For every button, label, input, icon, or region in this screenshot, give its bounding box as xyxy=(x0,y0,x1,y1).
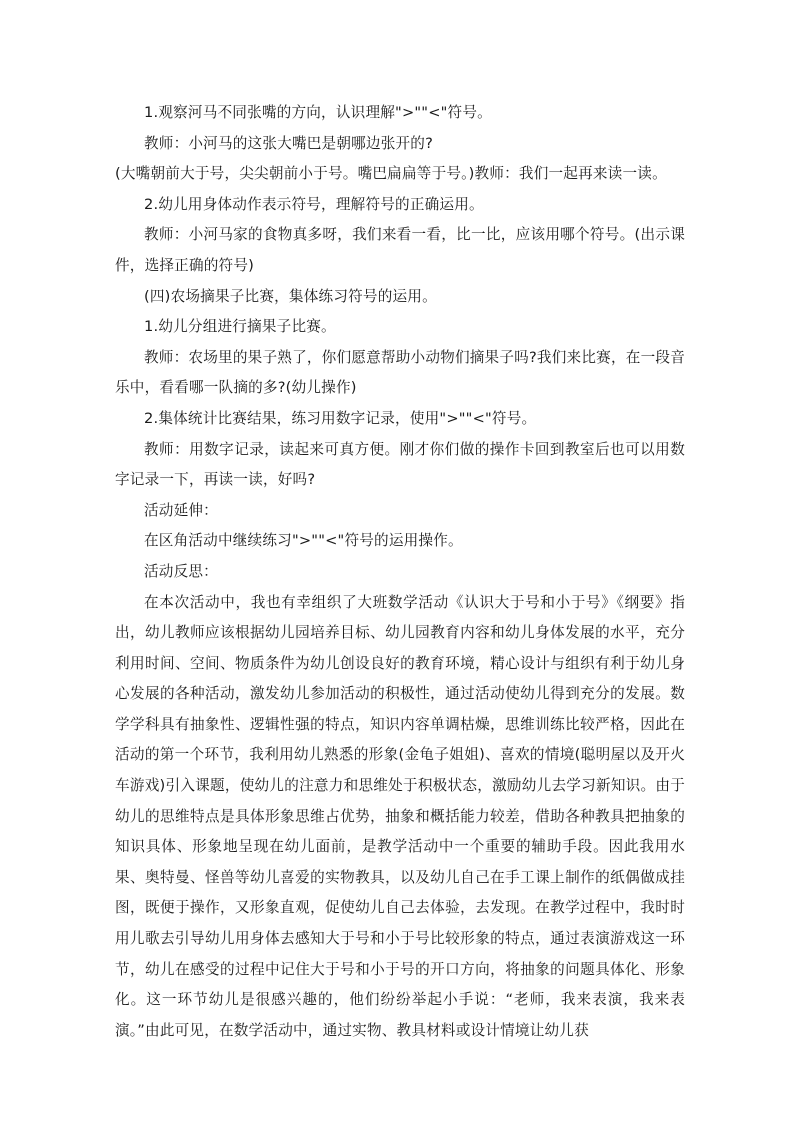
document-body xyxy=(115,98,685,1046)
paragraph-extension-body: 在区角活动中继续练习">""<"符号的运用操作。 xyxy=(144,532,463,550)
heading-activity-reflection: 活动反思： xyxy=(144,562,218,580)
paragraph-observe-hippo: 1.观察河马不同张嘴的方向，认识理解">""<"符号。 xyxy=(144,104,492,121)
paragraph-collect-results: 2.集体统计比赛结果，练习用数字记录，使用">""<"符号。 xyxy=(144,409,537,427)
paragraph-teacher-question: 教师：小河马的这张大嘴巴是朝哪边张开的? xyxy=(144,134,434,152)
paragraph-big-mouth-rule: (大嘴朝前大于号，尖尖朝前小于号。嘴巴扁扁等于号。)教师：我们一起再来读一读。 xyxy=(115,165,667,183)
paragraph-teacher-record: 教师：用数字记录，读起来可真方便。刚才你们做的操作卡回到教室后也可以用数字记录一下，再读一读，好吗? xyxy=(115,440,685,489)
paragraph-body-action: 2.幼儿用身体动作表示符号，理解符号的正确运用。 xyxy=(144,195,484,213)
paragraph-group-contest: 1.幼儿分组进行摘果子比赛。 xyxy=(144,318,336,336)
paragraph-teacher-food: 教师：小河马家的食物真多呀，我们来看一看，比一比，应该用哪个符号。(出示课件，选择正确的符号) xyxy=(115,226,685,274)
paragraph-section-four: (四)农场摘果子比赛，集体练习符号的运用。 xyxy=(144,287,437,305)
heading-activity-extension: 活动延伸： xyxy=(144,501,218,519)
paragraph-teacher-farm: 教师：农场里的果子熟了，你们愿意帮助小动物们摘果子吗?我们来比赛，在一段音乐中，看看哪一队摘的多?(幼儿操作) xyxy=(115,348,685,397)
paragraph-reflection-body: 在本次活动中，我也有幸组织了大班数学活动《认识大于号和小于号》《纲要》指出，幼儿教师应该根据幼儿园培养目标、幼儿园教育内容和幼儿身体发展的水平，充分利用时间、空间、物质条件为幼儿创设良好的教育环境，精心设计与组织有利于幼儿身心发展的各种活动，激发幼儿参加活动的积极性，通过活动使幼儿得到充分的发展。数学学科具有抽象性、逻辑性强的特点，知识内容单调枯燥，思维训练比较严格，因此在活动的第一个环节，我利用幼儿熟悉的形象(金龟子姐姐)、喜欢的情境(聪明屋以及开火车游戏)引入课题，使幼儿的注意力和思维处于积极状态，激励幼儿去学习新知识。由于幼儿的思维特点是具体形象思维占优势，抽象和概括能力较差，借助各种教具把抽象的知识具体、形象地呈现在幼儿面前，是教学活动中一个重要的辅助手段。因此我用水果、奥特曼、怪兽等幼儿喜爱的实物教具，以及幼儿自己在手工课上制作的纸偶做成挂图，既便于操作，又形象直观，促使幼儿自己去体验，去发现。在教学过程中，我时时用儿歌去引导幼儿用身体去感知大于号和小于号比较形象的特点，通过表演游戏这一环节，幼儿在感受的过程中记住大于号和小于号的开口方向，将抽象的问题具体化、形象化。这一环节幼儿是很感兴趣的，他们纷纷举起小手说：“老师，我来表演，我来表演。”由此可见，在数学活动中，通过实物、教具材料或设计情境让幼儿获 xyxy=(115,593,685,1039)
